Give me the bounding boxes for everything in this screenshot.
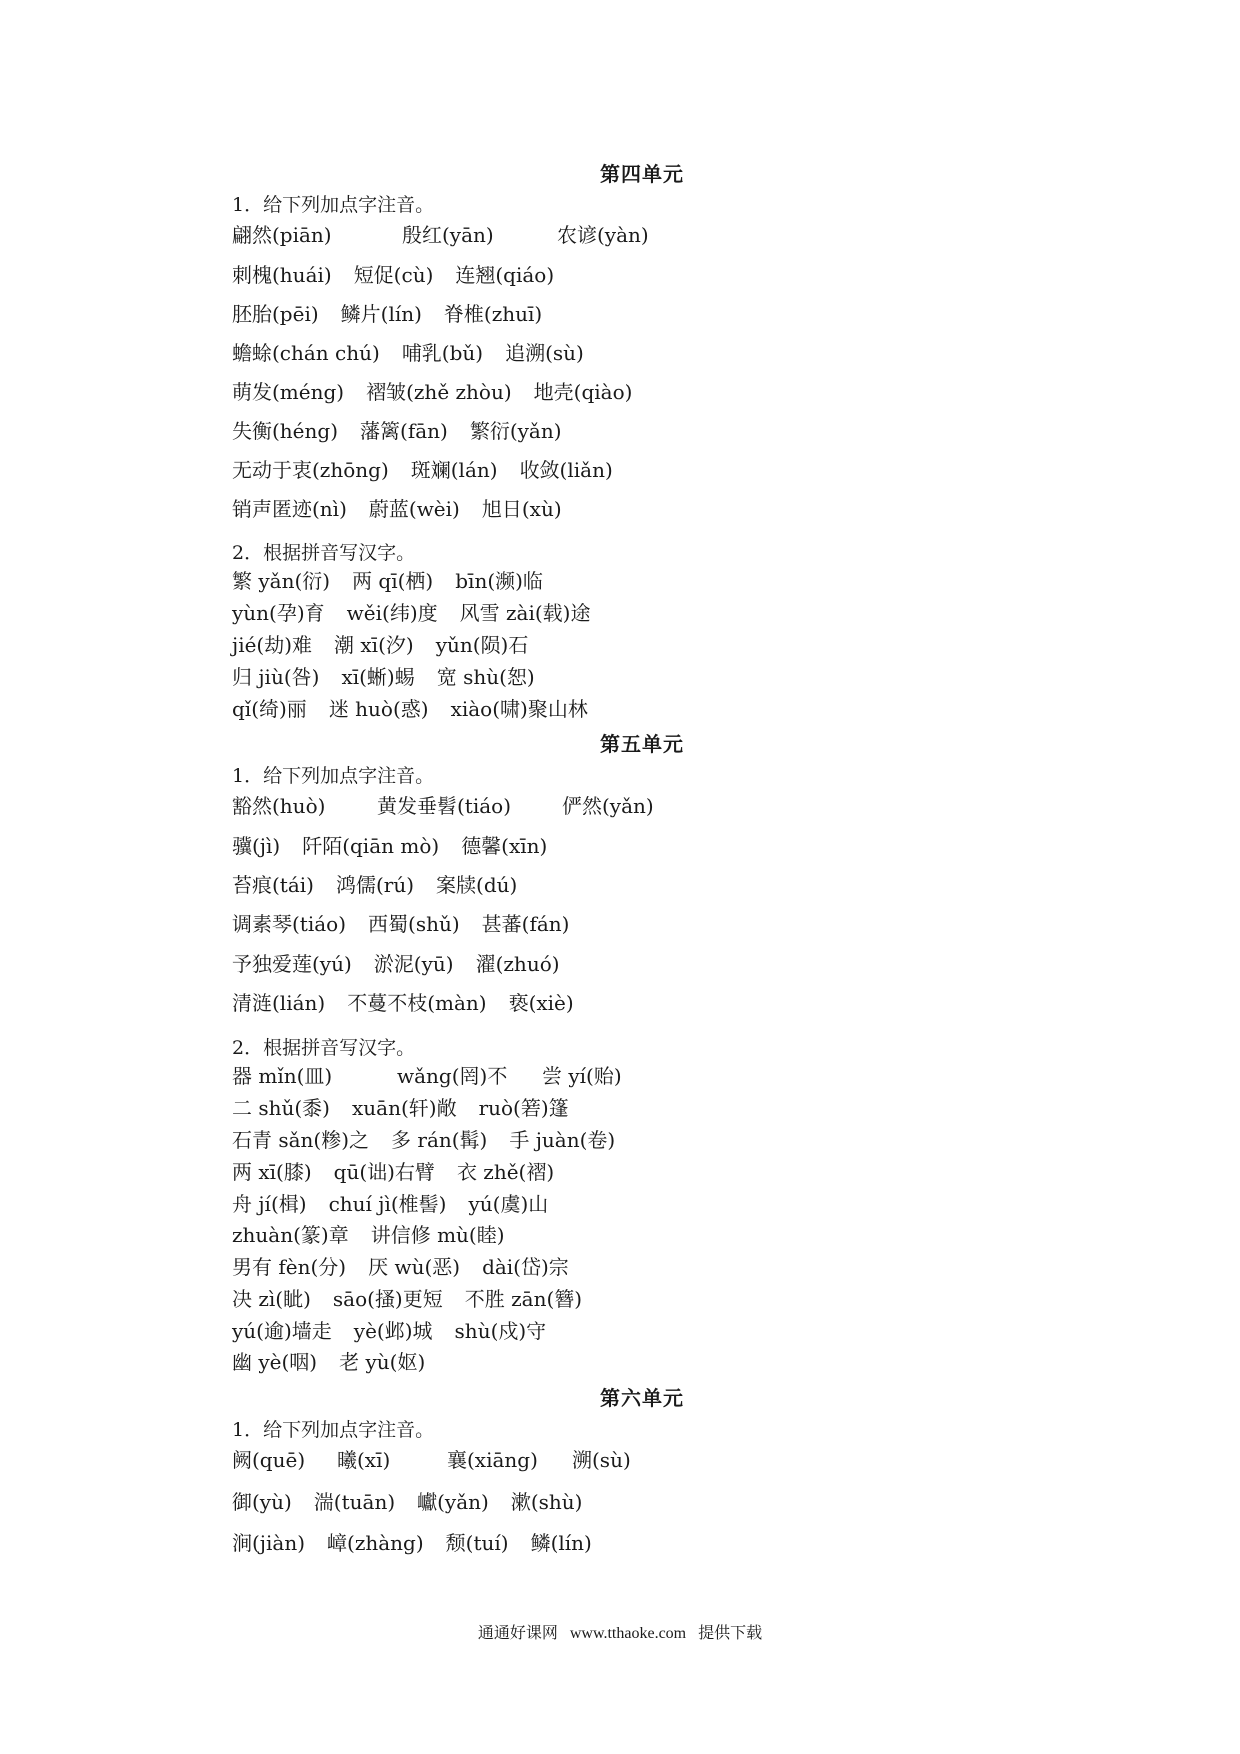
annotation-row	[232, 379, 654, 405]
pinyin-item: yú(虞)山	[468, 1192, 549, 1216]
pinyin-item: dài(岱)宗	[482, 1255, 569, 1279]
annotated-word: 甚蕃(fán)	[481, 912, 570, 936]
annotated-word: 鳞片(lín)	[340, 302, 422, 326]
footer-site-name: 通通好课网	[477, 1625, 558, 1642]
write-row	[232, 1222, 527, 1248]
annotation-row	[232, 872, 539, 898]
annotated-word: 鳞(lín)	[530, 1531, 592, 1555]
annotated-word: 德馨(xīn)	[461, 834, 548, 858]
annotated-word: 短促(cù)	[353, 263, 434, 287]
annotated-word: 哺乳(bǔ)	[401, 341, 484, 365]
pinyin-item: xiào(啸)聚山林	[450, 697, 588, 721]
footer-suffix: 提供下载	[698, 1625, 763, 1642]
pinyin-item: yǔn(陨)石	[435, 633, 529, 657]
unit-title: 第四单元	[600, 162, 684, 186]
annotated-word: 萌发(méng)	[232, 380, 345, 404]
pinyin-item: qǐ(绮)丽	[232, 697, 307, 721]
annotation-row	[232, 301, 564, 327]
annotated-word: 脊椎(zhuī)	[443, 302, 543, 326]
annotation-row	[232, 990, 596, 1016]
annotated-word: 案牍(dú)	[436, 873, 518, 897]
annotated-word: 殷红(yān)	[402, 223, 494, 247]
pinyin-item: 潮 xī(汐)	[334, 633, 414, 657]
annotated-word: 襄(xiāng)	[447, 1448, 538, 1472]
annotation-row	[232, 496, 584, 522]
annotated-word: 苔痕(tái)	[232, 873, 314, 897]
annotated-word: 曦(xī)	[337, 1448, 391, 1472]
annotated-word: 繁衍(yǎn)	[469, 419, 562, 443]
write-row	[232, 1254, 591, 1280]
write-row	[232, 1286, 604, 1312]
pinyin-item: 舟 jí(楫)	[232, 1192, 307, 1216]
annotated-word: 鸿儒(rú)	[335, 873, 415, 897]
pinyin-item: ruò(箬)篷	[478, 1096, 569, 1120]
pinyin-item: 器 mǐn(皿)	[232, 1064, 333, 1088]
pinyin-item: 两 xī(膝)	[232, 1160, 312, 1184]
write-row	[232, 632, 550, 658]
write-row	[232, 1191, 570, 1217]
annotated-word: 农谚(yàn)	[557, 223, 649, 247]
write-row	[232, 1349, 447, 1375]
write-row	[232, 696, 610, 722]
annotated-word: 俨然(yǎn)	[562, 794, 654, 818]
annotated-word: 蟾蜍(chán chú)	[232, 341, 380, 365]
pinyin-item: 二 shǔ(黍)	[232, 1096, 330, 1120]
pinyin-item: 繁 yǎn(衍)	[232, 569, 331, 593]
write-row	[232, 664, 557, 690]
annotation-row	[232, 1489, 604, 1515]
write-row	[232, 1159, 576, 1185]
question-pinyin-annotation: 1．给下列加点字注音。	[232, 194, 435, 216]
annotated-word: 翩然(piān)	[232, 223, 332, 247]
annotated-word: 褶皱(zhě zhòu)	[366, 380, 512, 404]
pinyin-item: 两 qī(栖)	[352, 569, 434, 593]
question-write-characters: 2．根据拼音写汉字。	[232, 542, 416, 564]
annotated-word: 收敛(liǎn)	[519, 458, 613, 482]
pinyin-item: 讲信修 mù(睦)	[370, 1223, 505, 1247]
annotated-word: 追溯(sù)	[505, 341, 584, 365]
pinyin-item: yùn(孕)育	[232, 601, 325, 625]
pinyin-item: 手 juàn(卷)	[509, 1128, 616, 1152]
annotation-row	[232, 340, 606, 366]
annotated-word: 调素琴(tiáo)	[232, 912, 347, 936]
pinyin-item: 男有 fèn(分)	[232, 1255, 347, 1279]
annotated-word: 骥(jì)	[232, 834, 281, 858]
write-row	[232, 1095, 591, 1121]
write-row	[232, 1127, 637, 1153]
annotated-word: 溯(sù)	[572, 1448, 631, 1472]
pinyin-item: 归 jiù(咎)	[232, 665, 320, 689]
annotated-word: 御(yù)	[232, 1490, 292, 1514]
pinyin-item: bīn(濒)临	[455, 569, 543, 593]
annotated-word: 失衡(héng)	[232, 419, 339, 443]
annotation-row	[232, 833, 569, 859]
pinyin-item: zhuàn(篆)章	[232, 1223, 349, 1247]
pinyin-item: 迷 huò(惑)	[328, 697, 429, 721]
question-pinyin-annotation: 1．给下列加点字注音。	[232, 1419, 435, 1441]
annotated-word: 涧(jiàn)	[232, 1531, 306, 1555]
question-pinyin-annotation: 1．给下列加点字注音。	[232, 765, 435, 787]
pinyin-item: yú(逾)墙走	[232, 1319, 332, 1343]
pinyin-item: 风雪 zài(载)途	[459, 601, 591, 625]
pinyin-item: shù(戍)守	[454, 1319, 547, 1343]
pinyin-item: xuān(轩)敞	[352, 1096, 457, 1120]
annotated-word: 嶂(zhàng)	[327, 1531, 424, 1555]
annotated-word: 豁然(huò)	[232, 794, 326, 818]
annotated-word: 颓(tuí)	[445, 1531, 509, 1555]
annotation-row	[232, 951, 582, 977]
annotated-word: 阙(quē)	[232, 1448, 306, 1472]
annotated-word: 无动于衷(zhōng)	[232, 458, 389, 482]
question-write-characters: 2．根据拼音写汉字。	[232, 1037, 416, 1059]
pinyin-item: chuí jì(椎髻)	[328, 1192, 447, 1216]
pinyin-item: xī(蜥)蜴	[341, 665, 415, 689]
pinyin-item: 不胜 zān(簪)	[464, 1287, 583, 1311]
annotated-word: 亵(xiè)	[508, 991, 574, 1015]
annotated-word: 刺槐(huái)	[232, 263, 332, 287]
annotated-word: 不蔓不枝(màn)	[347, 991, 487, 1015]
annotated-word: 予独爱莲(yú)	[232, 952, 352, 976]
annotated-word: 黄发垂髫(tiáo)	[377, 794, 512, 818]
annotation-row	[232, 262, 576, 288]
annotated-word: 斑斓(lán)	[410, 458, 498, 482]
annotated-word: 湍(tuān)	[313, 1490, 396, 1514]
pinyin-item: yè(邺)城	[353, 1319, 433, 1343]
pinyin-item: 尝 yí(贻)	[542, 1064, 622, 1088]
annotated-word: 藩篱(fān)	[360, 419, 448, 443]
pinyin-item: 幽 yè(咽)	[232, 1350, 318, 1374]
unit-title: 第六单元	[600, 1386, 684, 1410]
pinyin-item: 老 yù(妪)	[339, 1350, 426, 1374]
write-row	[232, 600, 612, 626]
pinyin-item: 决 zì(眦)	[232, 1287, 311, 1311]
annotated-word: 胚胎(pēi)	[232, 302, 319, 326]
write-row	[232, 568, 565, 594]
pinyin-item: jié(劫)难	[232, 633, 313, 657]
write-row	[232, 1318, 568, 1344]
annotated-word: 地壳(qiào)	[533, 380, 633, 404]
pinyin-item: 宽 shù(恕)	[436, 665, 535, 689]
unit-title: 第五单元	[600, 732, 684, 756]
pinyin-item: 厌 wù(恶)	[368, 1255, 461, 1279]
annotated-word: 淤泥(yū)	[373, 952, 454, 976]
pinyin-item: 多 rán(髯)	[391, 1128, 488, 1152]
annotated-word: 西蜀(shǔ)	[368, 912, 460, 936]
page-footer	[0, 1620, 1240, 1643]
annotation-row	[232, 457, 635, 483]
annotated-word: 清涟(lián)	[232, 991, 326, 1015]
annotated-word: 漱(shù)	[510, 1490, 583, 1514]
pinyin-item: wěi(纬)度	[346, 601, 438, 625]
annotation-row	[232, 1530, 614, 1556]
annotated-word: 阡陌(qiān mò)	[302, 834, 440, 858]
pinyin-item: 衣 zhě(褶)	[456, 1160, 555, 1184]
annotated-word: 蔚蓝(wèi)	[368, 497, 460, 521]
pinyin-item: qū(诎)右臂	[333, 1160, 435, 1184]
footer-url[interactable]: www.tthaoke.com	[569, 1625, 687, 1642]
annotated-word: 濯(zhuó)	[475, 952, 560, 976]
annotated-word: 连翘(qiáo)	[455, 263, 555, 287]
annotated-word: 巘(yǎn)	[417, 1490, 489, 1514]
annotated-word: 销声匿迹(nì)	[232, 497, 347, 521]
annotation-row	[232, 418, 584, 444]
annotated-word: 旭日(xù)	[481, 497, 562, 521]
pinyin-item: wǎng(罔)不	[397, 1064, 508, 1088]
pinyin-item: 石青 sǎn(糁)之	[232, 1128, 370, 1152]
pinyin-item: sāo(搔)更短	[332, 1287, 443, 1311]
annotation-row	[232, 911, 591, 937]
